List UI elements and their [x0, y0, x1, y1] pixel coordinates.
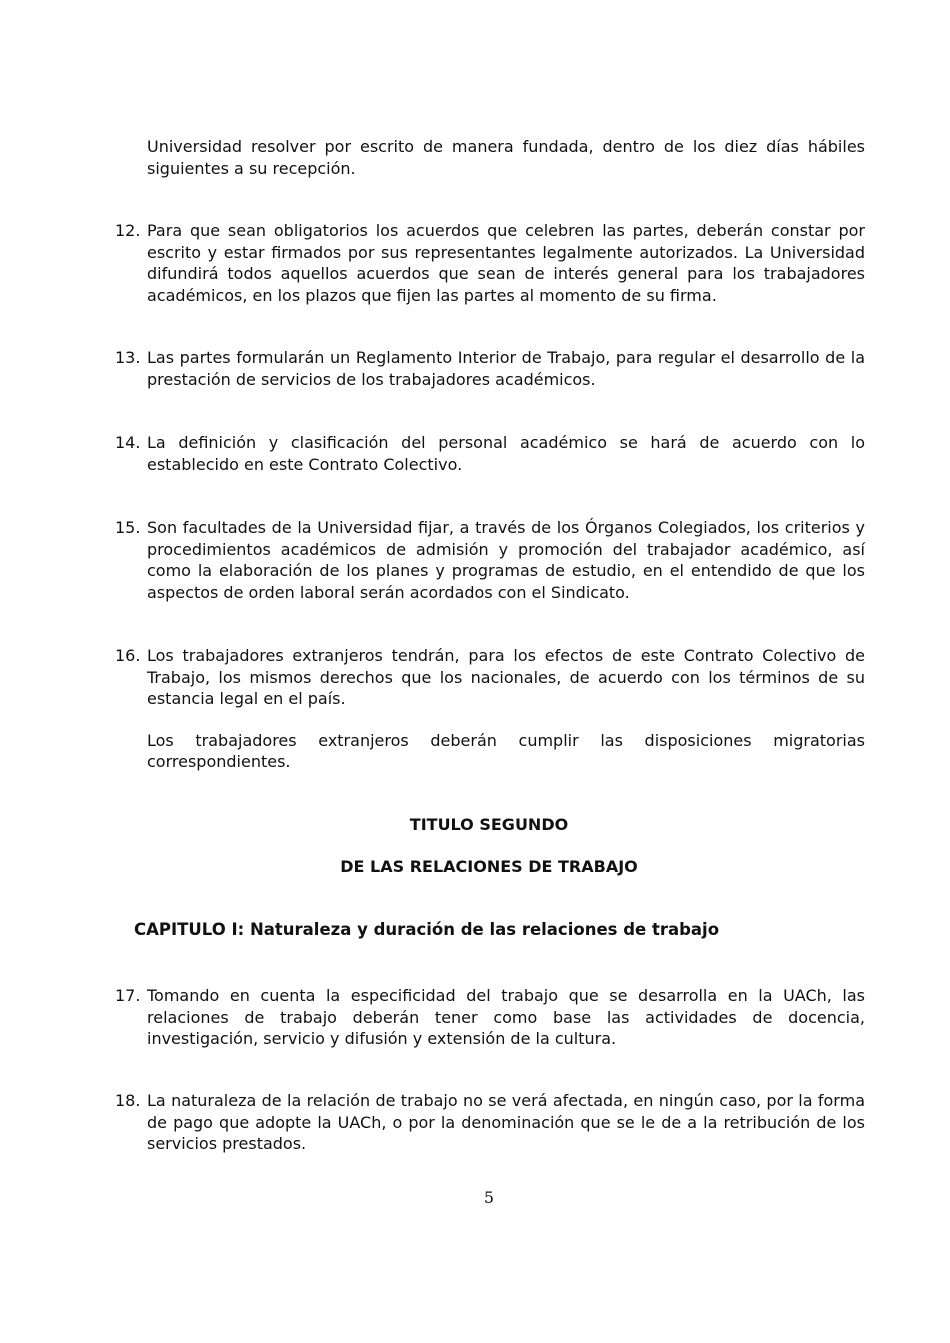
clause-18	[115, 1090, 865, 1155]
clause-17	[115, 985, 865, 1050]
clause-text: Para que sean obligatorios los acuerdos que celebren las partes, deberán constar por escrito y estar firmados por sus representantes legalmente autorizados. La Universidad difundirá todos aquellos acuerdos que sean de interés general para los trabajadores académicos, en los plazos que fijen las partes al momento de su firma.	[147, 221, 865, 305]
clause-number: 18.	[115, 1091, 141, 1110]
chapter-heading: CAPITULO I: Naturaleza y duración de las relaciones de trabajo	[134, 920, 720, 939]
clause-number: 14.	[115, 433, 141, 452]
clause-13	[115, 347, 865, 390]
clause-number: 12.	[115, 221, 141, 240]
clause-number: 16.	[115, 646, 141, 665]
clause-16	[115, 645, 865, 773]
intro-paragraph	[115, 136, 865, 179]
clause-text: La definición y clasificación del personal académico se hará de acuerdo con lo establecido en este Contrato Colectivo.	[147, 433, 865, 474]
clause-text: Los trabajadores extranjeros tendrán, para los efectos de este Contrato Colectivo de Trabajo, los mismos derechos que los nacionales, de acuerdo con los términos de su estancia legal en el país.	[147, 646, 865, 709]
clause-15	[115, 517, 865, 603]
clause-12	[115, 220, 865, 306]
page-number: 5	[483, 1188, 495, 1207]
clause-text: Las partes formularán un Reglamento Interior de Trabajo, para regular el desarrollo de la prestación de servicios de los trabajadores académicos.	[147, 348, 865, 389]
clause-14	[115, 432, 865, 475]
clause-text: Son facultades de la Universidad fijar, a través de los Órganos Colegiados, los criterios y procedimientos académicos de admisión y promoción del trabajador académico, así como la elaboración de los planes y programas de estudio, en el entendido de que los aspectos de orden laboral serán acordados con el Sindicato.	[147, 518, 865, 602]
clause-number: 17.	[115, 986, 141, 1005]
clause-extra-text: Los trabajadores extranjeros deberán cumplir las disposiciones migratorias correspondientes.	[147, 730, 865, 772]
clause-text: La naturaleza de la relación de trabajo no se verá afectada, en ningún caso, por la forma de pago que adopte la UACh, o por la denominación que se le de a la retribución de los servicios prestados.	[147, 1091, 865, 1154]
intro-text: Universidad resolver por escrito de manera fundada, dentro de los diez días hábiles siguientes a su recepción.	[147, 137, 865, 178]
clause-number: 15.	[115, 518, 141, 537]
title-line-2: DE LAS RELACIONES DE TRABAJO	[340, 857, 638, 876]
clause-text: Tomando en cuenta la especificidad del trabajo que se desarrolla en la UACh, las relaciones de trabajo deberán tener como base las actividades de docencia, investigación, servicio y difusión y extensión de la cultura.	[147, 986, 865, 1049]
title-line-1: TITULO SEGUNDO	[409, 815, 569, 834]
clause-number: 13.	[115, 348, 141, 367]
